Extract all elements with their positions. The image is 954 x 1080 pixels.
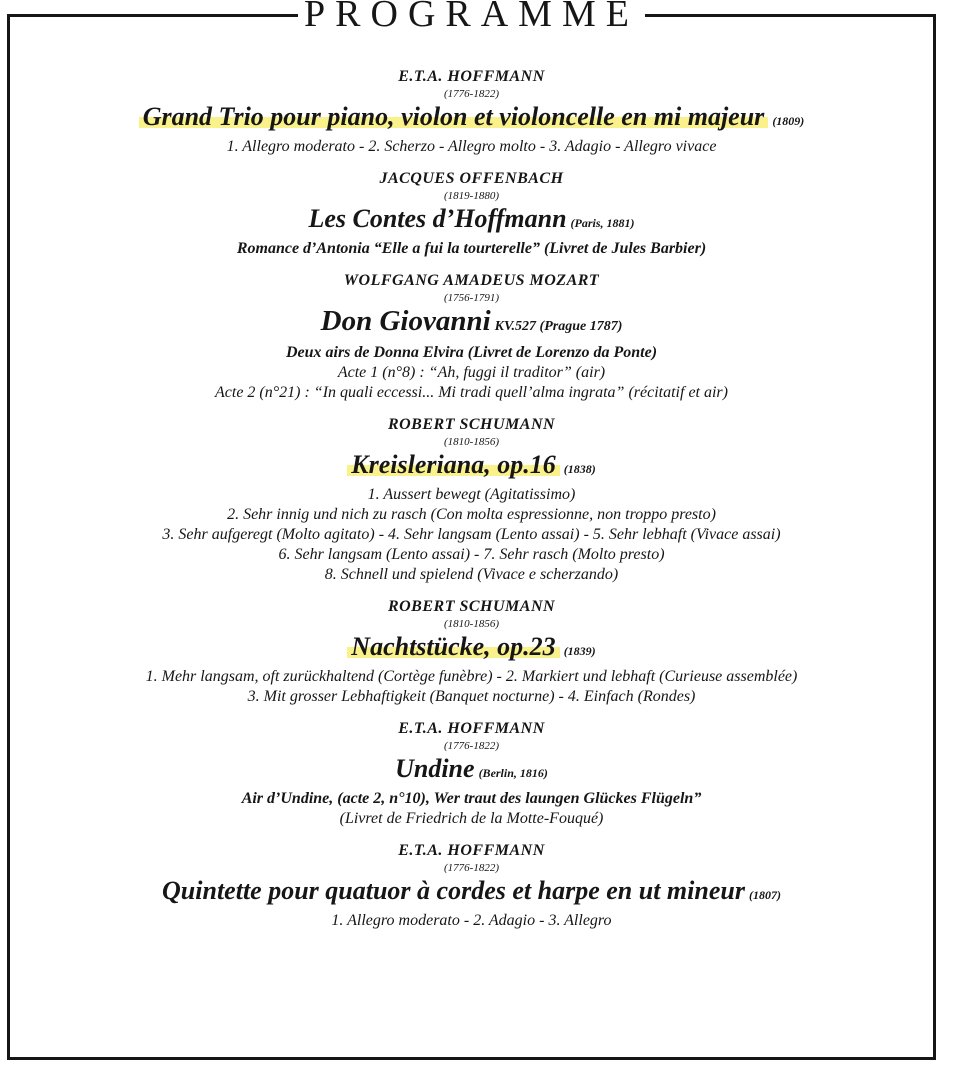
work-title: Don Giovanni (320, 305, 491, 337)
piece (10, 841, 933, 931)
movement-line: 1. Mehr langsam, oft zurückhaltend (Cortège funèbre) - 2. Markiert und lebhaft (Curieuse assemblée) (145, 668, 798, 685)
piece (10, 169, 933, 259)
work-title-row (10, 449, 933, 485)
work-title-row (10, 203, 933, 239)
movement-line: Acte 1 (n°8) : “Ah, fuggi il traditor” (air) (337, 364, 606, 381)
work-title-row (10, 875, 933, 911)
work-date: KV.527 (Prague 1787) (494, 319, 623, 334)
composer-name: E.T.A. HOFFMANN (398, 842, 545, 859)
composer-dates: (1810-1856) (444, 436, 499, 448)
movement-line: 1. Aussert bewegt (Agitatissimo) (367, 486, 576, 503)
composer-name: ROBERT SCHUMANN (387, 598, 556, 615)
movement-line: 1. Allegro moderato - 2. Adagio - 3. Allegro (331, 912, 612, 929)
piece (10, 597, 933, 707)
composer-dates: (1776-1822) (444, 88, 499, 100)
work-title: Undine (395, 754, 475, 783)
movement-line: 3. Sehr aufgeregt (Molto agitato) - 4. Sehr langsam (Lento assai) - 5. Sehr lebhaft (Vivace assai) (162, 526, 781, 543)
composer-name: ROBERT SCHUMANN (387, 416, 556, 433)
composer-dates: (1756-1791) (444, 292, 499, 304)
piece (10, 271, 933, 403)
work-title-row (10, 631, 933, 667)
work-date: (1838) (563, 462, 596, 476)
work-date: (1839) (563, 644, 596, 658)
work-title: Quintette pour quatuor à cordes et harpe en ut mineur (162, 876, 745, 905)
work-title-row (10, 101, 933, 137)
programme-list (10, 67, 933, 943)
work-title: Les Contes d’Hoffmann (308, 204, 567, 233)
work-title: Kreisleriana, op.16 (347, 450, 559, 479)
composer-dates: (1776-1822) (444, 740, 499, 752)
composer-name: E.T.A. HOFFMANN (398, 720, 545, 737)
movement-line: Acte 2 (n°21) : “In quali eccessi... Mi tradi quell’alma ingrata” (récitatif et air) (215, 384, 728, 401)
work-title: Nachtstücke, op.23 (347, 632, 559, 661)
work-date: (Paris, 1881) (570, 216, 635, 230)
composer-name: JACQUES OFFENBACH (379, 170, 564, 187)
work-title-row (10, 305, 933, 343)
movement-line: Air d’Undine, (acte 2, n°10), Wer traut des laungen Glückes Flügeln” (241, 790, 702, 807)
movement-line: Romance d’Antonia “Elle a fui la tourterelle” (Livret de Jules Barbier) (236, 240, 707, 257)
movement-line: 3. Mit grosser Lebhaftigkeit (Banquet nocturne) - 4. Einfach (Rondes) (247, 688, 696, 705)
movement-line: 2. Sehr innig und nich zu rasch (Con molta espressionne, non troppo presto) (227, 506, 716, 523)
work-date: (Berlin, 1816) (478, 766, 548, 780)
composer-name: WOLFGANG AMADEUS MOZART (343, 272, 600, 289)
composer-dates: (1810-1856) (444, 618, 499, 630)
composer-dates: (1776-1822) (444, 862, 499, 874)
programme-frame (7, 0, 936, 1060)
movement-line: (Livret de Friedrich de la Motte-Fouqué) (339, 810, 604, 827)
piece (10, 719, 933, 829)
work-date: (1807) (748, 888, 781, 902)
composer-name: E.T.A. HOFFMANN (398, 68, 545, 85)
movement-line: 8. Schnell und spielend (Vivace e scherzando) (324, 566, 619, 583)
movement-line: 6. Sehr langsam (Lento assai) - 7. Sehr rasch (Molto presto) (278, 546, 665, 563)
movement-line: Deux airs de Donna Elvira (Livret de Lorenzo da Ponte) (285, 344, 658, 361)
composer-dates: (1819-1880) (444, 190, 499, 202)
work-title-row (10, 753, 933, 789)
movement-line: 1. Allegro moderato - 2. Scherzo - Allegro molto - 3. Adagio - Allegro vivace (226, 138, 717, 155)
piece (10, 415, 933, 585)
work-title: Grand Trio pour piano, violon et violoncelle en mi majeur (139, 102, 769, 131)
page-title: PROGRAMME (298, 0, 645, 35)
programme-heading (10, 0, 933, 41)
piece (10, 67, 933, 157)
work-date: (1809) (772, 114, 805, 128)
